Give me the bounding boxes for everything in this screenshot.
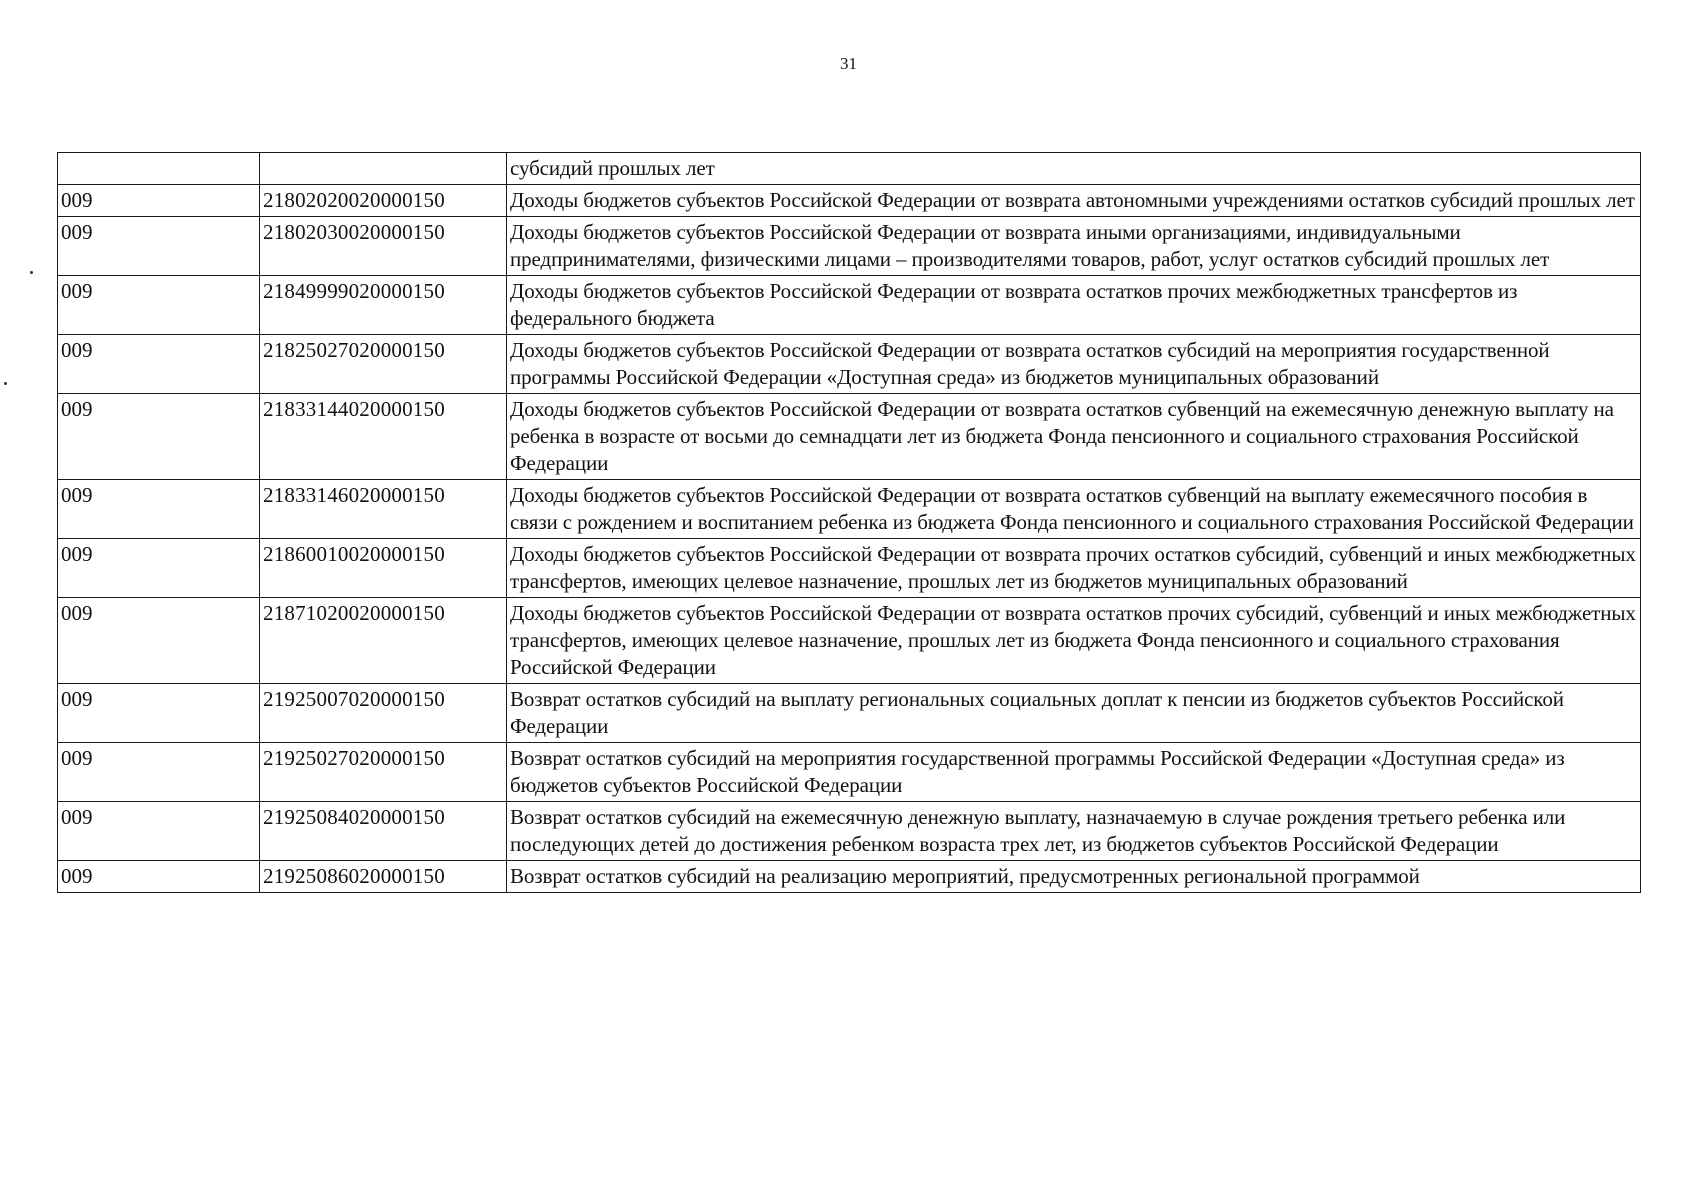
scan-dot: [4, 382, 7, 385]
budget-codes-table: [57, 152, 1641, 893]
revenue-name-cell: Доходы бюджетов субъектов Российской Федерации от возврата иными организациями, индивидуальными предпринимателями, физическими лицами – производителями товаров, работ, услуг остатков субсидий прошлых лет: [507, 217, 1641, 276]
table-row: [58, 394, 1641, 480]
budget-code-cell: 21849999020000150: [260, 276, 507, 335]
page-number: 31: [840, 54, 857, 73]
budget-code-cell: 21833146020000150: [260, 480, 507, 539]
budget-code-cell: 21925027020000150: [260, 743, 507, 802]
revenue-name-cell: Доходы бюджетов субъектов Российской Федерации от возврата автономными учреждениями остатков субсидий прошлых лет: [507, 185, 1641, 217]
table-row: [58, 539, 1641, 598]
budget-code-cell: 21925007020000150: [260, 684, 507, 743]
table-body: [58, 153, 1641, 893]
admin-code-cell: 009: [58, 185, 260, 217]
table-row: [58, 153, 1641, 185]
admin-code-cell: 009: [58, 539, 260, 598]
revenue-name-cell: Доходы бюджетов субъектов Российской Федерации от возврата остатков субвенций на выплату ежемесячного пособия в связи с рождением и воспитанием ребенка из бюджета Фонда пенсионного и социального страхования Российской Федерации: [507, 480, 1641, 539]
admin-code-cell: 009: [58, 276, 260, 335]
admin-code-cell: 009: [58, 743, 260, 802]
revenue-name-cell: Доходы бюджетов субъектов Российской Федерации от возврата остатков субвенций на ежемесячную денежную выплату на ребенка в возрасте от восьми до семнадцати лет из бюджета Фонда пенсионного и социального страхования Российской Федерации: [507, 394, 1641, 480]
budget-code-cell: 21925086020000150: [260, 861, 507, 893]
budget-code-cell: 21825027020000150: [260, 335, 507, 394]
revenue-name-cell: Доходы бюджетов субъектов Российской Федерации от возврата прочих остатков субсидий, субвенций и иных межбюджетных трансфертов, имеющих целевое назначение, прошлых лет из бюджетов муниципальных образований: [507, 539, 1641, 598]
revenue-name-cell: Возврат остатков субсидий на реализацию мероприятий, предусмотренных региональной программой: [507, 861, 1641, 893]
revenue-name-cell: Возврат остатков субсидий на мероприятия государственной программы Российской Федерации «Доступная среда» из бюджетов субъектов Российской Федерации: [507, 743, 1641, 802]
admin-code-cell: 009: [58, 802, 260, 861]
admin-code-cell: [58, 153, 260, 185]
revenue-name-cell: Возврат остатков субсидий на выплату региональных социальных доплат к пенсии из бюджетов субъектов Российской Федерации: [507, 684, 1641, 743]
admin-code-cell: 009: [58, 598, 260, 684]
admin-code-cell: 009: [58, 335, 260, 394]
budget-code-cell: 21802020020000150: [260, 185, 507, 217]
table-row: [58, 598, 1641, 684]
table-row: [58, 335, 1641, 394]
budget-code-cell: 21802030020000150: [260, 217, 507, 276]
budget-code-cell: 21833144020000150: [260, 394, 507, 480]
table-row: [58, 861, 1641, 893]
table-row: [58, 185, 1641, 217]
table-row: [58, 217, 1641, 276]
budget-code-cell: 21860010020000150: [260, 539, 507, 598]
revenue-name-cell: Доходы бюджетов субъектов Российской Федерации от возврата остатков прочих субсидий, субвенций и иных межбюджетных трансфертов, имеющих целевое назначение, прошлых лет из бюджета Фонда пенсионного и социального страхования Российской Федерации: [507, 598, 1641, 684]
table-row: [58, 743, 1641, 802]
revenue-name-cell: субсидий прошлых лет: [507, 153, 1641, 185]
admin-code-cell: 009: [58, 684, 260, 743]
revenue-name-cell: Доходы бюджетов субъектов Российской Федерации от возврата остатков субсидий на мероприятия государственной программы Российской Федерации «Доступная среда» из бюджетов муниципальных образований: [507, 335, 1641, 394]
scan-dot: [30, 271, 33, 274]
admin-code-cell: 009: [58, 861, 260, 893]
table-row: [58, 802, 1641, 861]
budget-code-cell: 21871020020000150: [260, 598, 507, 684]
admin-code-cell: 009: [58, 480, 260, 539]
revenue-name-cell: Возврат остатков субсидий на ежемесячную денежную выплату, назначаемую в случае рождения третьего ребенка или последующих детей до достижения ребенком возраста трех лет, из бюджетов субъектов Российской Федерации: [507, 802, 1641, 861]
table-row: [58, 276, 1641, 335]
budget-code-cell: [260, 153, 507, 185]
admin-code-cell: 009: [58, 394, 260, 480]
budget-code-cell: 21925084020000150: [260, 802, 507, 861]
table-row: [58, 684, 1641, 743]
admin-code-cell: 009: [58, 217, 260, 276]
table-row: [58, 480, 1641, 539]
revenue-name-cell: Доходы бюджетов субъектов Российской Федерации от возврата остатков прочих межбюджетных трансфертов из федерального бюджета: [507, 276, 1641, 335]
